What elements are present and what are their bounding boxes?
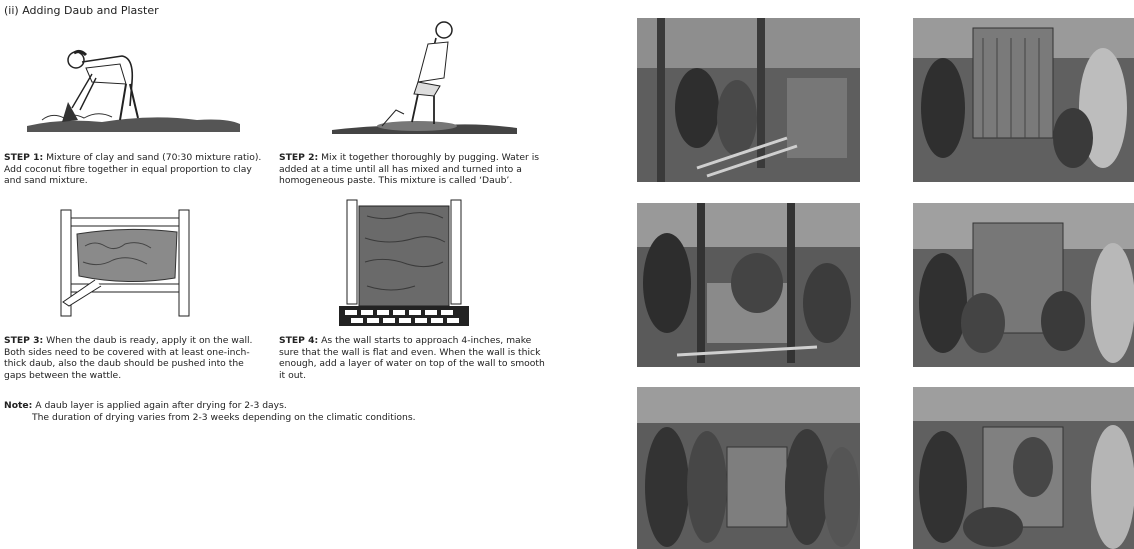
step-4-body: As the wall starts to approach 4-inches, make sure that the wall is flat and even. When the wall is thick enough, add a layer of water on top of the wall to smooth it out. bbox=[279, 335, 545, 381]
photo-workshop-5 bbox=[637, 387, 860, 549]
note-line-1: A daub layer is applied again after drying for 2-3 days. bbox=[35, 400, 287, 411]
drying-note bbox=[4, 400, 416, 424]
photo-workshop-6 bbox=[913, 387, 1134, 549]
step-1-label: STEP 1: bbox=[4, 152, 44, 163]
sketch-mixing-soil bbox=[22, 22, 244, 140]
sketch-finished-wall bbox=[337, 198, 472, 328]
photo-workshop-2 bbox=[913, 18, 1134, 182]
step-3-label: STEP 3: bbox=[4, 335, 44, 346]
step-3-body: When the daub is ready, apply it on the wall. Both sides need to be covered with at least one-inch-thick daub, also the daub should be pushed into the gaps between the wattle. bbox=[4, 335, 253, 381]
step-2-text bbox=[279, 152, 545, 187]
note-label: Note: bbox=[4, 400, 33, 411]
step-2-body: Mix it together thoroughly by pugging. Water is added at a time until all has mixed and turned into a homogeneous paste. This mixture is called ‘Daub’. bbox=[279, 152, 540, 187]
photo-workshop-4 bbox=[913, 203, 1134, 367]
step-3-text bbox=[4, 335, 266, 381]
section-title: (ii) Adding Daub and Plaster bbox=[4, 4, 159, 17]
step-1-body: Mixture of clay and sand (70:30 mixture ratio). Add coconut fibre together in equal proportion to clay and sand mixture. bbox=[4, 152, 262, 187]
photo-workshop-3 bbox=[637, 203, 860, 367]
step-1-text bbox=[4, 152, 266, 187]
note-line-2: The duration of drying varies from 2-3 weeks depending on the climatic conditions. bbox=[32, 412, 416, 423]
sketch-applying-daub bbox=[55, 206, 205, 318]
step-4-text bbox=[279, 335, 545, 381]
photo-workshop-1 bbox=[637, 18, 860, 182]
step-4-label: STEP 4: bbox=[279, 335, 319, 346]
sketch-pugging bbox=[322, 18, 522, 140]
step-2-label: STEP 2: bbox=[279, 152, 319, 163]
